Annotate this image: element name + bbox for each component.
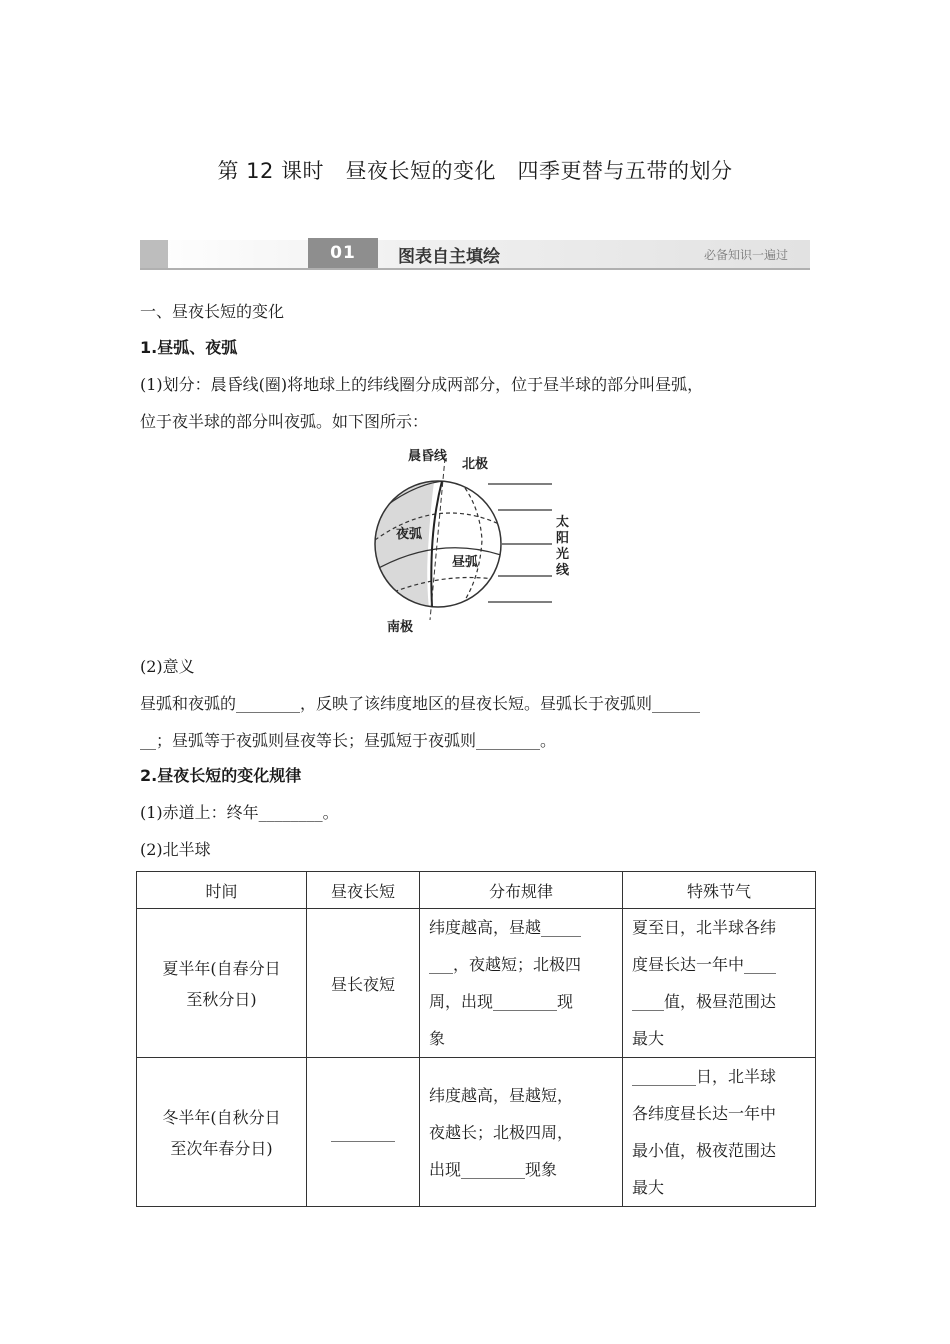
cell-line: 至秋分日) — [186, 990, 257, 1009]
table-cell — [137, 1058, 307, 1207]
table-header: 分布规律 — [420, 872, 623, 909]
cell-line: 至次年春分日) — [170, 1139, 273, 1158]
table-row — [137, 909, 816, 1058]
section-heading: 一、昼夜长短的变化 — [140, 302, 285, 321]
table-cell — [623, 1058, 816, 1207]
cell-line: ____值，极昼范围达 — [632, 992, 777, 1011]
section-banner — [140, 238, 810, 270]
cell-line: 夏至日，北半球各纬 — [632, 918, 777, 937]
paragraph-line: (1)划分：晨昏线(圈)将地球上的纬线圈分成两部分，位于昼半球的部分叫昼弧， — [140, 375, 704, 394]
table-cell — [420, 909, 623, 1058]
cell-line: ___，夜越短；北极四 — [429, 955, 582, 974]
table-header: 昼夜长短 — [307, 872, 420, 909]
cell-line: 纬度越高，昼越短， — [429, 1085, 574, 1105]
table-cell — [307, 909, 420, 1058]
label-north-pole: 北极 — [462, 457, 489, 472]
page-title: 第 12 课时 昼夜长短的变化 四季更替与五带的划分 — [217, 159, 733, 183]
paragraph-line: __；昼弧等于夜弧则昼夜等长；昼弧短于夜弧则________。 — [140, 731, 557, 750]
cell-line: 夏半年(自春分日 — [162, 959, 281, 978]
paragraph-line: (2)北半球 — [140, 840, 211, 859]
cell-line: 周，出现________现 — [429, 992, 574, 1011]
cell-line: 最大 — [632, 1029, 665, 1048]
banner-name: 图表自主填绘 — [398, 247, 500, 267]
table-header: 时间 — [137, 872, 307, 909]
table-cell — [420, 1058, 623, 1207]
banner-tag: 必备知识一遍过 — [703, 248, 788, 262]
label-sunlight-char: 线 — [556, 563, 570, 578]
label-sunlight-char: 阳 — [556, 531, 570, 546]
cell-line: 象 — [429, 1029, 446, 1048]
label-sunlight-char: 光 — [556, 547, 570, 562]
cell-line: 昼长夜短 — [330, 974, 395, 994]
label-night-arc: 夜弧 — [396, 527, 423, 542]
cell-line: 纬度越高，昼越_____ — [429, 918, 582, 937]
table-header: 特殊节气 — [623, 872, 816, 909]
cell-line: 最大 — [632, 1178, 665, 1197]
cell-line: ________日，北半球 — [632, 1067, 777, 1086]
table-cell — [137, 909, 307, 1058]
subheading-meaning: (2)意义 — [140, 657, 195, 676]
paragraph-line: 昼弧和夜弧的________，反映了该纬度地区的昼夜长短。昼弧长于夜弧则______ — [140, 694, 701, 713]
table-row — [137, 1058, 816, 1207]
table-header-row — [137, 872, 816, 909]
label-terminator: 晨昏线 — [408, 449, 448, 464]
subheading-rules: 2.昼夜长短的变化规律 — [140, 766, 302, 785]
cell-line: 冬半年(自秋分日 — [162, 1108, 281, 1127]
paragraph-line: (1)赤道上：终年________。 — [140, 803, 339, 822]
label-south-pole: 南极 — [387, 620, 414, 635]
cell-line: ________ — [331, 1122, 395, 1142]
cell-line: 夜越长；北极四周， — [429, 1122, 574, 1142]
table-cell — [307, 1058, 420, 1207]
banner-edge — [140, 240, 168, 268]
day-night-arc-diagram — [370, 440, 580, 635]
northern-hemisphere-table — [136, 871, 816, 1207]
cell-line: 度昼长达一年中____ — [632, 955, 777, 974]
cell-line: 最小值，极夜范围达 — [632, 1141, 777, 1160]
paragraph-line: 位于夜半球的部分叫夜弧。如下图所示： — [140, 412, 429, 431]
label-day-arc: 昼弧 — [452, 555, 479, 570]
subheading-arcs: 1.昼弧、夜弧 — [140, 338, 238, 357]
banner-underline — [140, 268, 810, 270]
cell-line: 各纬度昼长达一年中 — [632, 1104, 777, 1123]
banner-number: 01 — [308, 238, 378, 268]
table-cell — [623, 909, 816, 1058]
label-sunlight-char: 太 — [556, 515, 570, 530]
cell-line: 出现________现象 — [429, 1159, 558, 1179]
